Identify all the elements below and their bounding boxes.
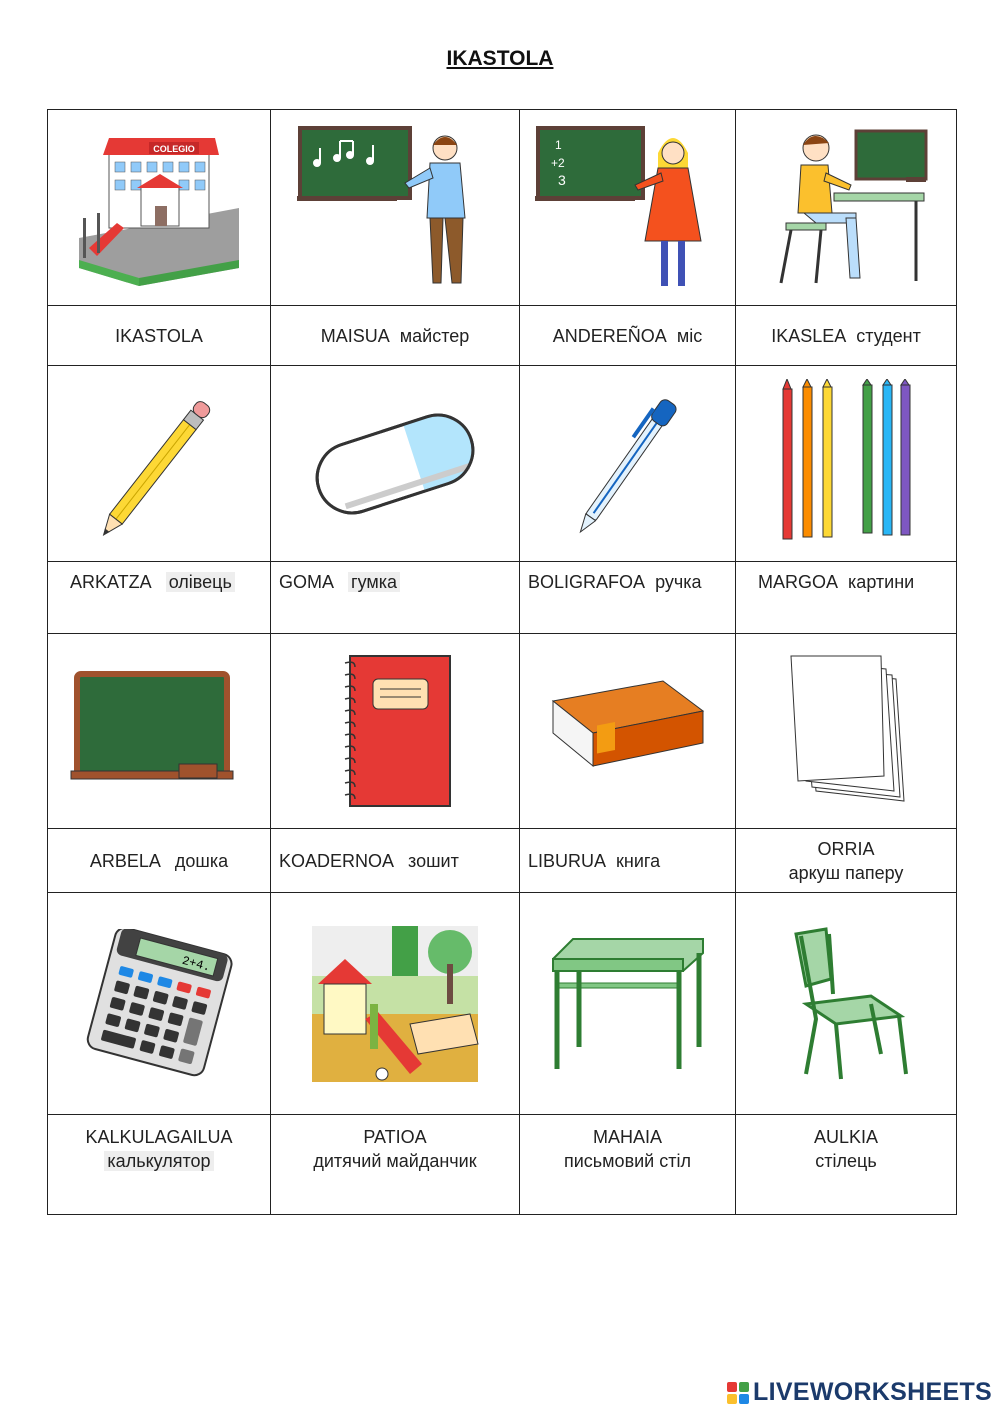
basque-word: KOADERNOA: [279, 850, 395, 871]
cell-image-female-teacher: [520, 110, 736, 306]
colored-pencils-icon: [771, 379, 921, 549]
basque-word: IKASTOLA: [115, 325, 203, 346]
liveworksheets-brand: LIVEWORKSHEETS: [753, 1378, 992, 1406]
student-at-desk-icon: [756, 123, 936, 293]
word-cell-kalkulagailua: [48, 1115, 271, 1215]
ukrainian-word: стілець: [815, 1151, 877, 1171]
page-title: IKASTOLA: [446, 47, 554, 70]
female-teacher-icon: [533, 123, 723, 293]
cell-image-colored-pencils: [736, 366, 957, 562]
ukrainian-word: аркуш паперу: [788, 862, 904, 883]
basque-word: GOMA: [279, 572, 335, 592]
chair-icon: [771, 924, 921, 1084]
ukrainian-word: калькулятор: [104, 1151, 213, 1171]
liveworksheets-logo-icon: [727, 1382, 749, 1404]
cell-image-male-teacher: [271, 110, 520, 306]
cell-image-eraser: [271, 366, 520, 562]
basque-word: KALKULAGAILUA: [85, 1127, 233, 1147]
cell-image-student: [736, 110, 957, 306]
school-building-icon: [69, 128, 249, 288]
cell-image-calculator: [48, 893, 271, 1115]
vocabulary-grid: [47, 109, 957, 1215]
pencil-icon: [69, 379, 249, 549]
cell-image-school: [48, 110, 271, 306]
book-icon: [543, 671, 713, 791]
ukrainian-word: картини: [848, 572, 915, 592]
paper-sheets-icon: [776, 651, 916, 811]
basque-word: ARKATZA: [70, 572, 152, 592]
ukrainian-word: студент: [856, 325, 921, 346]
ukrainian-word: книга: [616, 850, 661, 871]
word-cell-anderenoa: [520, 306, 736, 366]
basque-word: PATIOA: [363, 1127, 427, 1147]
playground-icon: [310, 924, 480, 1084]
word-cell-patioa: [271, 1115, 520, 1215]
basque-word: ARBELA: [89, 850, 161, 871]
cell-image-desk: [520, 893, 736, 1115]
basque-word: IKASLEA: [771, 325, 846, 346]
word-cell-ikaslea: [736, 306, 957, 366]
math-line-3: 3: [557, 171, 566, 188]
cell-image-book: [520, 634, 736, 829]
ukrainian-word: письмовий стіл: [564, 1151, 691, 1171]
ukrainian-word: міс: [676, 325, 703, 346]
ballpoint-pen-icon: [543, 379, 713, 549]
calculator-display-text: 2+4.: [180, 953, 212, 975]
basque-word: ORRIA: [817, 838, 875, 859]
word-cell-koadernoa: [271, 829, 520, 893]
basque-word: MARGOA: [758, 572, 838, 592]
cell-image-paper: [736, 634, 957, 829]
basque-word: ANDEREÑOA: [552, 325, 666, 346]
ukrainian-word: майстер: [399, 325, 470, 346]
calculator-icon: [74, 929, 244, 1079]
basque-word: BOLIGRAFOA: [528, 572, 645, 592]
ukrainian-word: зошит: [408, 850, 459, 871]
notebook-icon: [325, 651, 465, 811]
cell-image-pen: [520, 366, 736, 562]
blackboard-icon: [69, 666, 249, 796]
eraser-icon: [305, 394, 485, 534]
word-cell-arkatza: [48, 562, 271, 634]
word-cell-maisua: [271, 306, 520, 366]
ukrainian-word: гумка: [348, 572, 400, 592]
ukrainian-word: ручка: [655, 572, 702, 592]
word-cell-mahaia: [520, 1115, 736, 1215]
male-teacher-icon: [295, 123, 495, 293]
word-cell-goma: [271, 562, 520, 634]
word-cell-orria: [736, 829, 957, 893]
word-cell-arbela: [48, 829, 271, 893]
cell-image-notebook: [271, 634, 520, 829]
math-line-2: +2: [550, 155, 565, 170]
ukrainian-word: олівець: [166, 572, 235, 592]
cell-image-chair: [736, 893, 957, 1115]
basque-word: AULKIA: [813, 1127, 879, 1147]
desk-icon: [543, 929, 713, 1079]
word-cell-boligrafoa: [520, 562, 736, 634]
basque-word: MAISUA: [320, 325, 389, 346]
cell-image-playground: [271, 893, 520, 1115]
liveworksheets-footer[interactable]: [727, 1378, 992, 1407]
basque-word: LIBURUA: [528, 850, 606, 871]
word-cell-aulkia: [736, 1115, 957, 1215]
cell-image-blackboard: [48, 634, 271, 829]
basque-word: MAHAIA: [592, 1127, 662, 1147]
word-cell-margoa: [736, 562, 957, 634]
school-sign-text: COLEGIO: [153, 143, 195, 154]
cell-image-pencil: [48, 366, 271, 562]
math-line-1: 1: [554, 137, 562, 152]
ukrainian-word: дитячий майданчик: [313, 1151, 477, 1171]
word-cell-ikastola: [48, 306, 271, 366]
ukrainian-word: дошка: [174, 850, 229, 871]
word-cell-liburua: [520, 829, 736, 893]
